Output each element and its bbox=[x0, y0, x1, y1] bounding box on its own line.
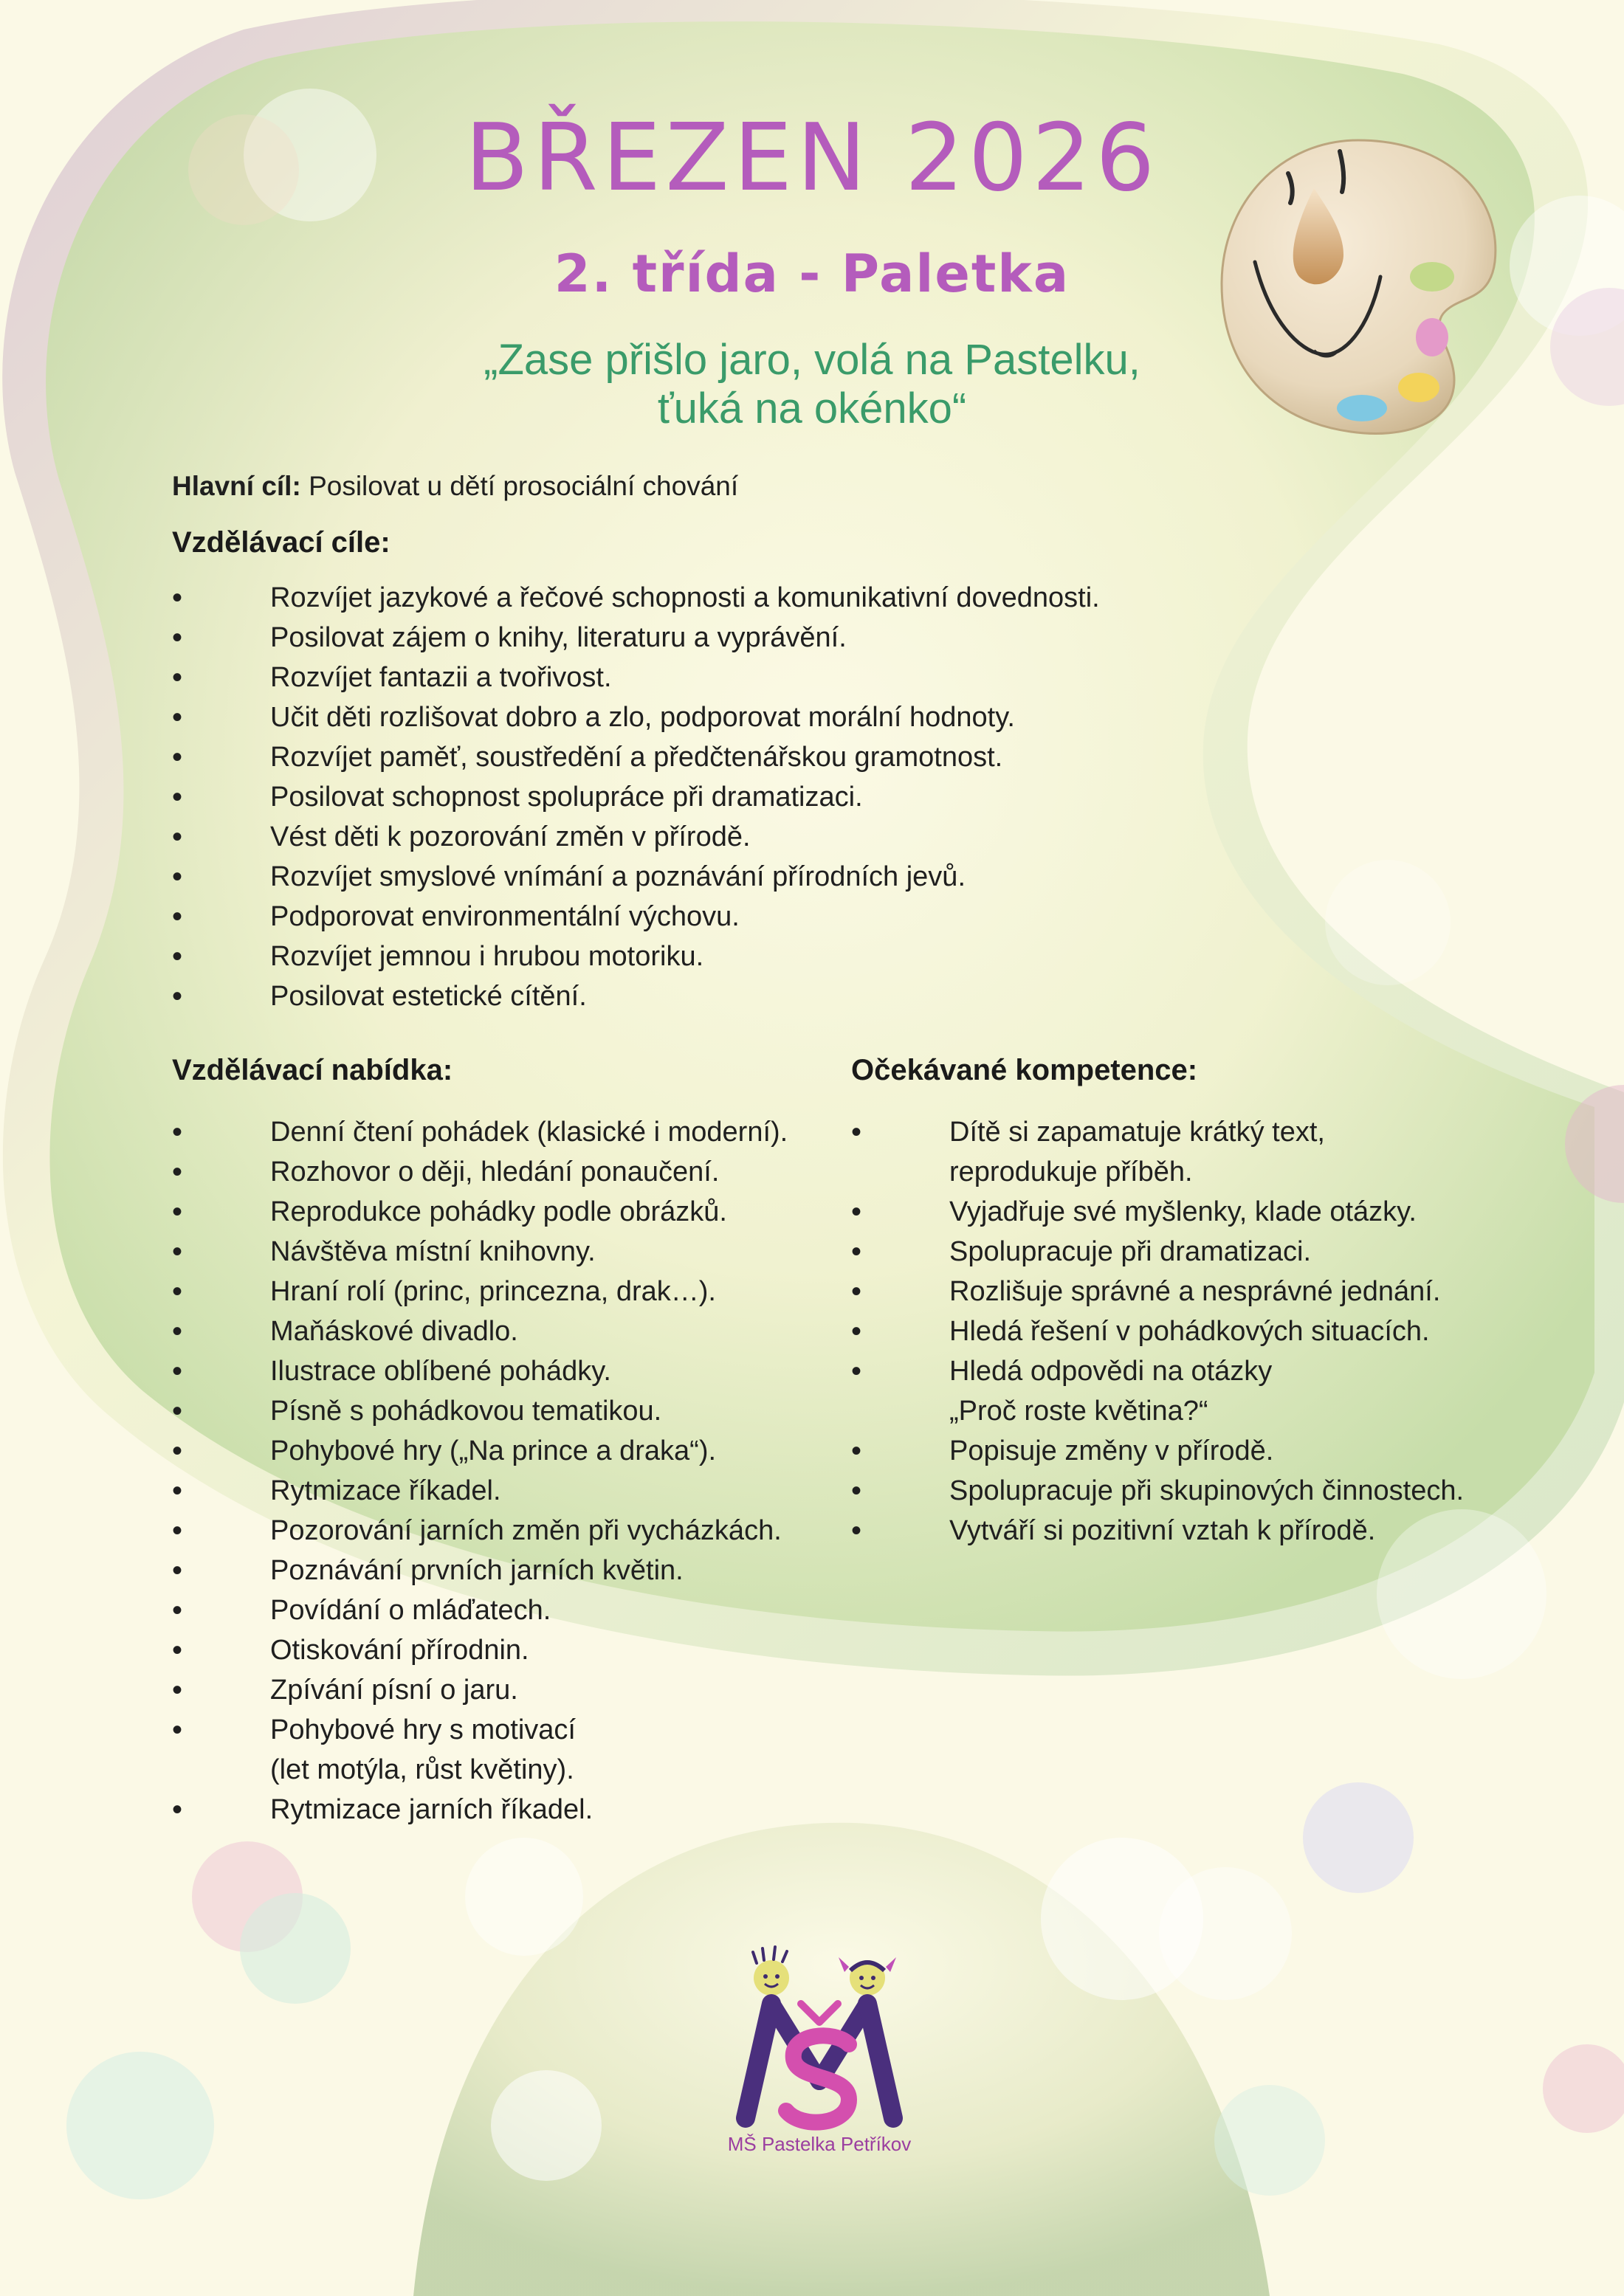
main-goal bbox=[172, 468, 738, 505]
competence-list-item bbox=[851, 1351, 1560, 1431]
offer-list-item: • Rytmizace jarních říkadel. bbox=[172, 1790, 836, 1830]
offer-list-item: • Pohybové hry („Na prince a draka“). bbox=[172, 1431, 836, 1471]
offer-list-item: • Ilustrace oblíbené pohádky. bbox=[172, 1351, 836, 1391]
competence-list-item: • Hledá řešení v pohádkových situacích. bbox=[851, 1311, 1560, 1351]
offer-list-item-line: (let motýla, růst květiny). bbox=[270, 1754, 574, 1785]
goal-list-item: • Posilovat estetické cítění. bbox=[172, 976, 1205, 1016]
goal-list-item: • Rozvíjet jemnou i hrubou motoriku. bbox=[172, 937, 1205, 976]
goal-list-item: • Podporovat environmentální výchovu. bbox=[172, 897, 1205, 937]
educational-offer-heading: Vzdělávací nabídka: bbox=[172, 1054, 453, 1086]
competence-list-item-line: „Proč roste květina?“ bbox=[949, 1396, 1208, 1427]
goal-list-item: • Rozvíjet jazykové a řečové schopnosti a komunikativní dovednosti. bbox=[172, 578, 1205, 618]
motto-line-2: ťuká na okénko“ bbox=[657, 385, 967, 432]
offer-list-item: • Maňáskové divadlo. bbox=[172, 1311, 836, 1351]
expected-competences-heading: Očekávané kompetence: bbox=[851, 1054, 1198, 1086]
competence-list-item: • Spolupracuje při dramatizaci. bbox=[851, 1232, 1560, 1272]
educational-offer-list bbox=[172, 1112, 836, 1830]
goal-list-item: • Vést děti k pozorování změn v přírodě. bbox=[172, 817, 1205, 857]
goal-list-item: • Rozvíjet smyslové vnímání a poznávání přírodních jevů. bbox=[172, 857, 1205, 897]
educational-goals-heading: Vzdělávací cíle: bbox=[172, 526, 390, 559]
competence-list-item bbox=[851, 1112, 1560, 1192]
school-name: MŠ Pastelka Petříkov bbox=[727, 2133, 912, 2155]
competence-list-item-line: reprodukuje příběh. bbox=[949, 1156, 1193, 1187]
offer-list-item: • Hraní rolí (princ, princezna, drak…). bbox=[172, 1272, 836, 1311]
goal-list-item: • Rozvíjet paměť, soustředění a předčtenářskou gramotnost. bbox=[172, 737, 1205, 777]
competence-list-item: • Vyjadřuje své myšlenky, klade otázky. bbox=[851, 1192, 1560, 1232]
school-logo-icon bbox=[709, 1934, 930, 2170]
competence-list-item: • Vytváří si pozitivní vztah k přírodě. bbox=[851, 1511, 1560, 1551]
competence-list-item-line: • Dítě si zapamatuje krátký text, bbox=[949, 1117, 1325, 1148]
competence-list-item-line: • Hledá odpovědi na otázky bbox=[949, 1356, 1273, 1387]
educational-goals-list bbox=[172, 578, 1205, 1016]
goal-list-item: • Učit děti rozlišovat dobro a zlo, podporovat morální hodnoty. bbox=[172, 697, 1205, 737]
competence-list-item: • Rozlišuje správné a nesprávné jednání. bbox=[851, 1272, 1560, 1311]
offer-list-item: • Povídání o mláďatech. bbox=[172, 1590, 836, 1630]
offer-list-item: • Reprodukce pohádky podle obrázků. bbox=[172, 1192, 836, 1232]
goal-list-item: • Posilovat zájem o knihy, literaturu a vyprávění. bbox=[172, 618, 1205, 658]
offer-list-item: • Denní čtení pohádek (klasické i moderní). bbox=[172, 1112, 836, 1152]
offer-list-item: • Poznávání prvních jarních květin. bbox=[172, 1551, 836, 1590]
competence-list-item: • Popisuje změny v přírodě. bbox=[851, 1431, 1560, 1471]
motto-line-1: „Zase přišlo jaro, volá na Pastelku, bbox=[484, 336, 1140, 384]
offer-list-item bbox=[172, 1710, 836, 1790]
main-goal-text: Posilovat u dětí prosociální chování bbox=[309, 471, 739, 501]
goal-list-item: • Rozvíjet fantazii a tvořivost. bbox=[172, 658, 1205, 697]
offer-list-item: • Návštěva místní knihovny. bbox=[172, 1232, 836, 1272]
offer-list-item: • Zpívání písní o jaru. bbox=[172, 1670, 836, 1710]
offer-list-item: • Písně s pohádkovou tematikou. bbox=[172, 1391, 836, 1431]
offer-list-item-line: • Pohybové hry s motivací bbox=[270, 1714, 576, 1745]
competence-list-item: • Spolupracuje při skupinových činnostech. bbox=[851, 1471, 1560, 1511]
offer-list-item: • Otiskování přírodnin. bbox=[172, 1630, 836, 1670]
expected-competences-list bbox=[851, 1112, 1560, 1551]
goal-list-item: • Posilovat schopnost spolupráce při dramatizaci. bbox=[172, 777, 1205, 817]
class-subtitle: 2. třída - Paletka bbox=[554, 244, 1070, 304]
offer-list-item: • Rozhovor o ději, hledání ponaučení. bbox=[172, 1152, 836, 1192]
paint-palette-face-icon bbox=[1211, 129, 1506, 447]
offer-list-item: • Rytmizace říkadel. bbox=[172, 1471, 836, 1511]
page-title: BŘEZEN 2026 bbox=[464, 103, 1160, 212]
offer-list-item: • Pozorování jarních změn při vycházkách. bbox=[172, 1511, 836, 1551]
main-goal-label: Hlavní cíl: bbox=[172, 471, 301, 501]
